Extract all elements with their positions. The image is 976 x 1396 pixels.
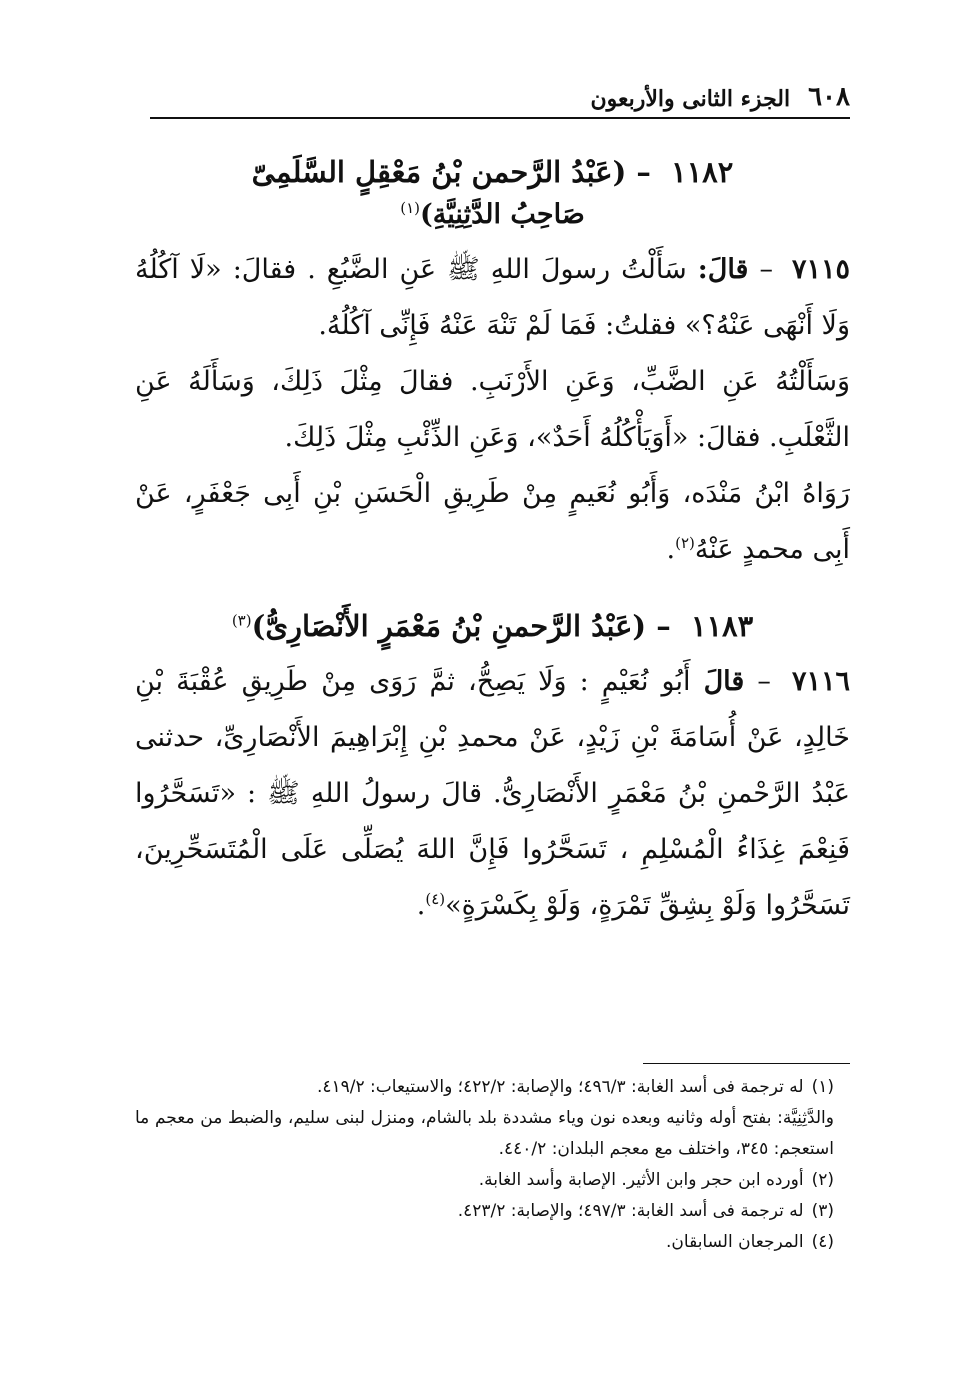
hadith-number: ٧١١٦: [791, 666, 850, 697]
hadith-number: ٧١١٥: [791, 254, 850, 285]
hadith-dash: –: [759, 254, 773, 285]
footnote-text: المرجعان السابقان.: [666, 1232, 804, 1252]
hadith-qala: قالَ: [703, 666, 745, 697]
hadith-7115-continuation: [135, 354, 850, 466]
header-rule: [150, 117, 850, 119]
footnote-ref-2: (٢): [675, 534, 695, 552]
hadith-dash: –: [757, 666, 771, 697]
footnote-text: له ترجمة فى أسد الغابة: ٤٩٦/٣؛ والإصابة: ٤٢٢/٢؛ والاستيعاب: ٤١٩/٢.: [316, 1077, 804, 1097]
entry-number: ١١٨٢: [671, 155, 734, 189]
footnote-ref-3: (٣): [231, 611, 252, 630]
hadith-7115: [135, 242, 850, 354]
footnote-ref-4: (٤): [425, 890, 446, 908]
footnote-marker: (١): [811, 1077, 834, 1097]
footnote-marker: (٢): [811, 1170, 834, 1190]
entry-dash: –: [636, 155, 651, 189]
footnote-text: والدَّثِنِيَّة: بفتح أوله وثانيه وبعده نون وياء مشددة بلد بالشام، ومنزل لبنى سليم، والضبط من معجم ما استعجم: ٣٤٥، واختلف مع معجم البلدان: ٤٤٠/٢.: [135, 1108, 834, 1159]
entry-heading-1182: [135, 150, 850, 194]
entry-dash: –: [656, 609, 671, 643]
hadith-text: أَبُو نُعَيْمٍ : وَلَا يَصِحُّ، ثمَّ رَوَى مِنْ طَرِيقِ عُقْبَةَ بْنِ خَالِدٍ، عَنْ أُسَامَةَ بْنِ زَيْدٍ، عَنْ محمدِ بْنِ إِبْرَاهِيمَ الأَنْصَارِىِّ، حدثنى عَبْدُ الرَّحْمنِ بْنُ مَعْمَرٍ الأَنْصَارِىُّ. قالَ رسولُ اللهِ ﷺ : «تَسَحَّرُوا فَنِعْمَ غِذَاءُ الْمُسْلِمِ ، تَسَحَّرُوا فَإِنَّ اللهَ يُصَلِّى عَلَى الْمُتَسَحِّرِينَ، تَسَحَّرُوا وَلَوْ بِشِقِّ تَمْرَةٍ، وَلَوْ بِكَسْرَةٍ»: [135, 666, 850, 921]
page-number: ٦٠٨: [808, 82, 850, 112]
footnote-3: [135, 1196, 850, 1227]
footnote-ref-1: (١): [400, 199, 421, 217]
footnote-text: له ترجمة فى أسد الغابة: ٤٩٧/٣؛ والإصابة: ٤٢٣/٢.: [457, 1201, 804, 1221]
footnote-marker: (٤): [811, 1232, 834, 1252]
hadith-text: وَسَأَلْتُهُ عَنِ الضَّبِّ، وَعَنِ الأَرْنَبِ. فقالَ مِثْلَ ذَلِكَ، وَسَأَلَهُ عَنِ الثَّعْلَبِ. فقالَ: «أَوَيَأْكُلُهُ أَحَدٌ»، وَعَنِ الذِّئْبِ مِثْلَ ذَلِكَ.: [135, 366, 850, 453]
footnotes: [135, 1072, 850, 1258]
footnote-marker: (٣): [811, 1201, 834, 1221]
riwaya-end: .: [666, 534, 676, 565]
footnote-4: [135, 1227, 850, 1258]
hadith-end: .: [416, 890, 426, 921]
hadith-7116: [135, 654, 850, 934]
riwaya-text: رَوَاهُ ابْنُ مَنْدَه، وَأَبُو نُعَيمٍ مِنْ طَرِيقِ الْحَسَنِ بْنِ أَبِى جَعْفَرٍ، عَنْ أَبِى محمدٍ عَنْهُ: [135, 478, 850, 565]
entry-heading-1183: [135, 604, 850, 648]
running-head-title: الجزء الثانى والأربعون: [590, 86, 791, 112]
entry-subtitle-1182: [135, 194, 850, 236]
footnote-1-continuation: [135, 1103, 850, 1165]
hadith-qala: قالَ:: [697, 254, 749, 285]
hadith-7115-riwaya: [135, 466, 850, 578]
entry-subtitle-text: صَاحِبُ الدَّثِنِيَّةِ): [420, 199, 585, 230]
entry-name: (عَبْدُ الرَّحمن بْنُ مَعْقِلٍ السَّلَمِىّ: [251, 155, 627, 189]
running-head: [150, 72, 850, 112]
footnote-text: أورده ابن حجر وابن الأثير. الإصابة وأسد الغابة.: [478, 1170, 804, 1190]
main-text: [135, 150, 850, 934]
hadith-text: سَأَلْتُ رسولَ اللهِ ﷺ عَنِ الضَّبُعِ . فقالَ: «لَا آكُلُهُ وَلَا أَنْهَى عَنْهُ؟» فقلتُ: فَمَا لَمْ تَنْهَ عَنْهُ فَإِنِّى آكُلُهُ.: [135, 254, 850, 341]
footnote-2: [135, 1165, 850, 1196]
spacer: [135, 578, 850, 604]
footnote-rule: [643, 1063, 850, 1064]
entry-number: ١١٨٣: [690, 609, 754, 643]
entry-name: (عَبْدُ الرَّحمنِ بْنُ مَعْمَرٍ الأَنْصَارِىُّ): [251, 609, 647, 643]
footnote-1: [135, 1072, 850, 1103]
